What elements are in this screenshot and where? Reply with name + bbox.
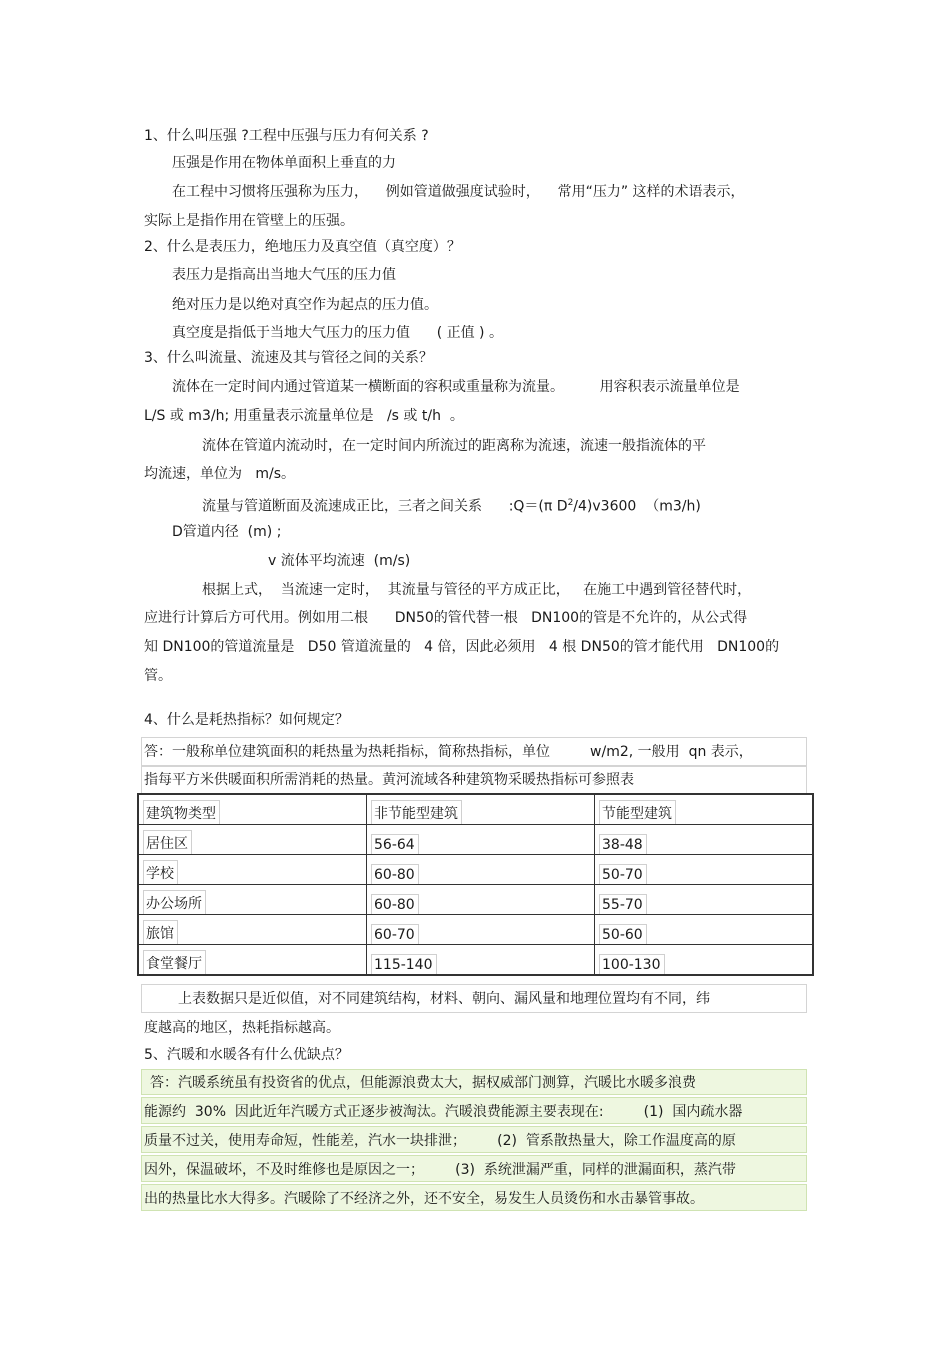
q1-paragraph-2: 在工程中习惯将压强称为压力， 例如管道做强度试验时， 常用“压力” 这样的术语表示， bbox=[172, 184, 745, 200]
header-building-type: 建筑物类型 bbox=[143, 800, 220, 824]
q3-paragraph-1: 流体在一定时间内通过管道某一横断面的容积或重量称为流量。 用容积表示流量单位是 bbox=[172, 379, 740, 395]
table-cell: 50-60 bbox=[599, 924, 647, 944]
header-energy-saving: 节能型建筑 bbox=[599, 800, 676, 824]
q3-diameter-def: D管道内径 (m) ; bbox=[172, 524, 282, 540]
q3-title: 3、什么叫流量、流速及其与管径之间的关系？ bbox=[144, 350, 433, 366]
q4-answer-line-1: 答：一般称单位建筑面积的耗热量为热耗指标，简称热指标，单位 w/m2, 一般用 qn 表示， bbox=[144, 744, 753, 760]
table-cell: 100-130 bbox=[599, 954, 665, 974]
q3-paragraph-6-cont-2: 知 DN100的管道流量是 D50 管道流量的 4 倍，因此必须用 4 根 DN50的管才能代用 DN100的 bbox=[144, 639, 780, 655]
table-cell: 居住区 bbox=[143, 830, 192, 854]
q3-paragraph-1-cont: L/S 或 m3/h; 用重量表示流量单位是 /s 或 t/h 。 bbox=[144, 408, 464, 424]
q2-paragraph-1: 表压力是指高出当地大气压的压力值 bbox=[172, 267, 396, 283]
q3-paragraph-2: 流体在管道内流动时，在一定时间内所流过的距离称为流速，流速一般指流体的平 bbox=[202, 438, 706, 454]
q1-paragraph-1: 压强是作用在物体单面积上垂直的力 bbox=[172, 155, 396, 171]
q4-note-line-2: 度越高的地区，热耗指标越高。 bbox=[144, 1020, 340, 1036]
table-cell: 60-80 bbox=[371, 864, 419, 884]
q5-answer-line-2: 能源约 30% 因此近年汽暖方式正逐步被淘汰。汽暖浪费能源主要表现在: (1) 国内疏水器 bbox=[144, 1104, 743, 1120]
table-row bbox=[138, 825, 813, 855]
table-cell: 食堂餐厅 bbox=[143, 950, 206, 974]
table-cell: 38-48 bbox=[599, 834, 647, 854]
q3-formula-line: 流量与管道断面及流速成正比，三者之间关系 :Q＝(π $D^2/4)v3600$ （m3/h) bbox=[202, 498, 701, 515]
q1-title: 1、什么叫压强 ?工程中压强与压力有何关系 ? bbox=[144, 128, 429, 144]
q3-paragraph-6: 根据上式， 当流速一定时， 其流量与管径的平方成正比， 在施工中遇到管径替代时， bbox=[202, 582, 752, 598]
q5-answer-line-4: 因外，保温破坏，不及时维修也是原因之一； (3) 系统泄漏严重，同样的泄漏面积，蒸汽带 bbox=[144, 1162, 736, 1178]
heat-index-table bbox=[137, 793, 814, 976]
q4-title: 4、什么是耗热指标？如何规定？ bbox=[144, 712, 349, 728]
table-cell: 旅馆 bbox=[143, 920, 178, 944]
q5-answer-line-5: 出的热量比水大得多。汽暖除了不经济之外，还不安全，易发生人员烫伤和水击暴管事故。 bbox=[144, 1191, 704, 1207]
table-row bbox=[138, 915, 813, 945]
q2-paragraph-3: 真空度是指低于当地大气压力的压力值 ( 正值 ) 。 bbox=[172, 325, 503, 341]
q3-velocity-def: v 流体平均流速 (m/s) bbox=[268, 553, 411, 569]
q4-answer-line-2: 指每平方米供暖面积所需消耗的热量。黄河流域各种建筑物采暖热指标可参照表 bbox=[144, 772, 634, 788]
header-non-energy-saving: 非节能型建筑 bbox=[371, 800, 462, 824]
table-cell: 55-70 bbox=[599, 894, 647, 914]
q4-note-line-1: 上表数据只是近似值，对不同建筑结构，材料、朝向、漏风量和地理位置均有不同，纬 bbox=[178, 991, 710, 1007]
table-cell: 115-140 bbox=[371, 954, 437, 974]
table-row bbox=[138, 885, 813, 915]
q5-answer-line-3: 质量不过关，使用寿命短，性能差，汽水一块排泄； (2) 管系散热量大，除工作温度高的原 bbox=[144, 1133, 736, 1149]
table-header-row bbox=[138, 794, 813, 825]
table-row bbox=[138, 945, 813, 976]
q1-paragraph-2-cont: 实际上是指作用在管壁上的压强。 bbox=[144, 213, 354, 229]
table-row bbox=[138, 855, 813, 885]
q5-title: 5、汽暖和水暖各有什么优缺点？ bbox=[144, 1047, 349, 1063]
table-cell: 50-70 bbox=[599, 864, 647, 884]
table-cell: 60-80 bbox=[371, 894, 419, 914]
q2-title: 2、什么是表压力，绝地压力及真空值（真空度）？ bbox=[144, 239, 461, 255]
q2-paragraph-2: 绝对压力是以绝对真空作为起点的压力值。 bbox=[172, 297, 438, 313]
q5-answer-line-1: 答：汽暖系统虽有投资省的优点，但能源浪费太大，据权威部门测算，汽暖比水暖多浪费 bbox=[150, 1075, 696, 1091]
q3-paragraph-6-cont-3: 管。 bbox=[144, 668, 172, 684]
table-cell: 办公场所 bbox=[143, 890, 206, 914]
table-cell: 56-64 bbox=[371, 834, 419, 854]
table-cell: 学校 bbox=[143, 860, 178, 884]
q3-paragraph-2-cont: 均流速，单位为 m/s。 bbox=[144, 466, 295, 482]
q3-paragraph-6-cont-1: 应进行计算后方可代用。例如用二根 DN50的管代替一根 DN100的管是不允许的，从公式得 bbox=[144, 610, 748, 626]
table-cell: 60-70 bbox=[371, 924, 419, 944]
